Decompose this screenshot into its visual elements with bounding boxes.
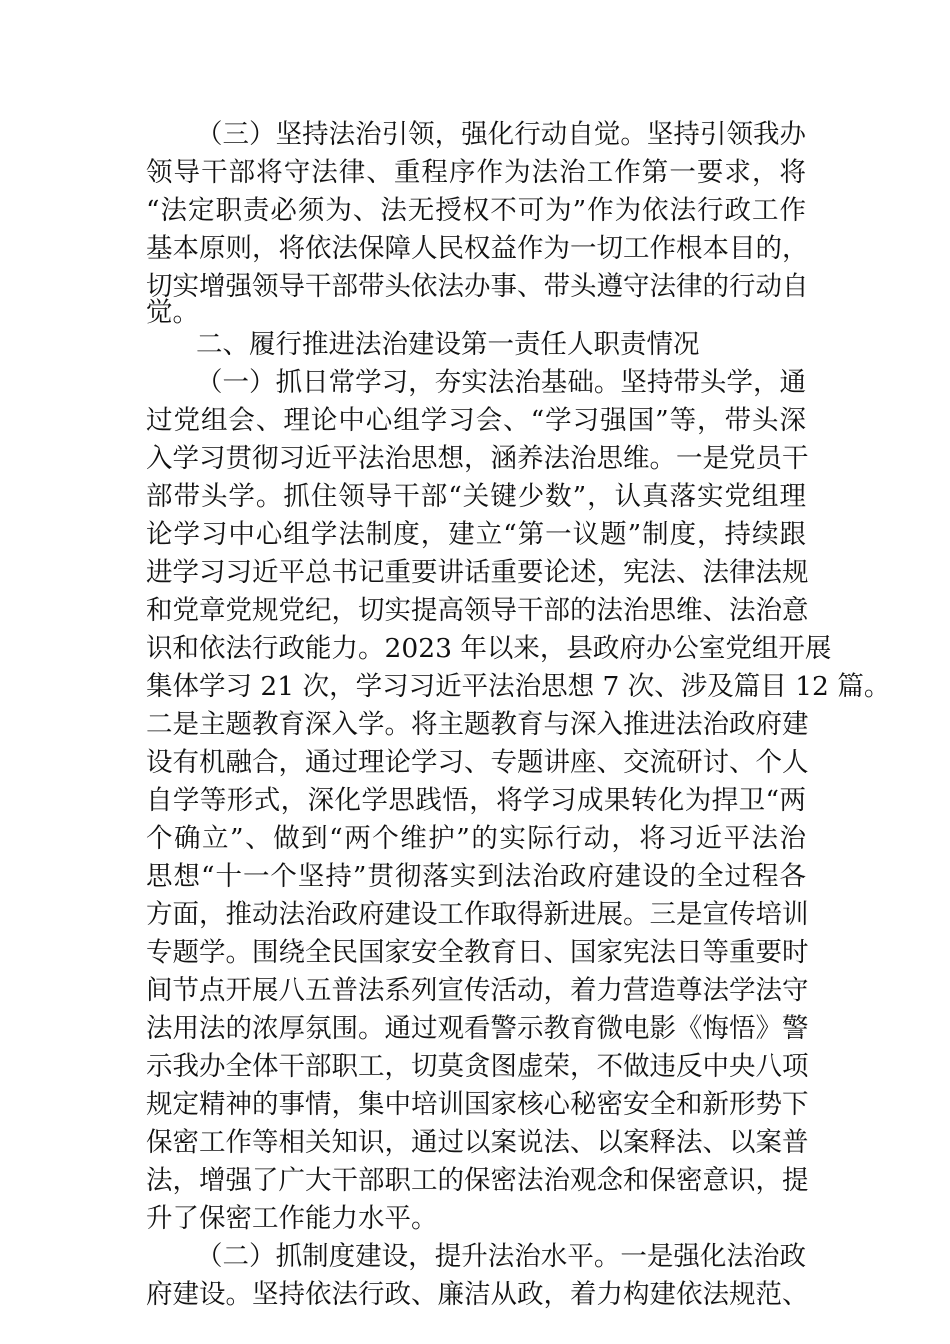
text-line: “法定职责必须为、法无授权不可为”作为依法行政工作 (146, 195, 806, 226)
text-line: 集体学习 21 次，学习习近平法治思想 7 次、涉及篇目 12 篇。 (146, 671, 891, 702)
text-line: 升了保密工作能力水平。 (146, 1203, 438, 1234)
text-line: 自学等形式，深化学思践悟，将学习成果转化为捍卫“两 (146, 785, 806, 816)
text-line: 进学习习近平总书记重要讲话重要论述，宪法、法律法规 (146, 557, 809, 588)
section-heading: 二、履行推进法治建设第一责任人职责情况 (196, 329, 700, 360)
text-line: 二是主题教育深入学。将主题教育与深入推进法治政府建 (146, 709, 809, 740)
text-line: 识和依法行政能力。2023 年以来，县政府办公室党组开展 (146, 633, 832, 664)
text-line: 领导干部将守法律、重程序作为法治工作第一要求，将 (146, 157, 806, 188)
text-line: 保密工作等相关知识，通过以案说法、以案释法、以案普 (146, 1127, 809, 1158)
text-line: 过党组会、理论中心组学习会、“学习强国”等，带头深 (146, 405, 806, 436)
text-line: 切实增强领导干部带头依法办事、带头遵守法律的行动自 (146, 271, 809, 302)
text-line: 法用法的浓厚氛围。通过观看警示教育微电影《悔悟》警 (146, 1013, 809, 1044)
text-line: 方面，推动法治政府建设工作取得新进展。三是宣传培训 (146, 899, 809, 930)
text-line: （二）抓制度建设，提升法治水平。一是强化法治政 (196, 1241, 806, 1272)
text-line: （三）坚持法治引领，强化行动自觉。坚持引领我办 (196, 119, 806, 150)
text-line: 专题学。围绕全民国家安全教育日、国家宪法日等重要时 (146, 937, 809, 968)
text-line: 示我办全体干部职工，切莫贪图虚荣，不做违反中央八项 (146, 1051, 809, 1082)
text-line: 基本原则，将依法保障人民权益作为一切工作根本目的， (146, 233, 809, 264)
text-line: 部带头学。抓住领导干部“关键少数”，认真落实党组理 (146, 481, 806, 512)
text-line: 间节点开展八五普法系列宣传活动，着力营造尊法学法守 (146, 975, 809, 1006)
text-line: （一）抓日常学习，夯实法治基础。坚持带头学，通 (196, 367, 806, 398)
text-line: 设有机融合，通过理论学习、专题讲座、交流研讨、个人 (146, 747, 809, 778)
text-line: 法，增强了广大干部职工的保密法治观念和保密意识，提 (146, 1165, 809, 1196)
text-line: 规定精神的事情，集中培训国家核心秘密安全和新形势下 (146, 1089, 809, 1120)
text-line: 个确立”、做到“两个维护”的实际行动，将习近平法治 (146, 823, 806, 854)
text-line: 和党章党规党纪，切实提高领导干部的法治思维、法治意 (146, 595, 809, 626)
text-line: 思想“十一个坚持”贯彻落实到法治政府建设的全过程各 (146, 861, 806, 892)
text-line: 觉。 (146, 297, 199, 328)
text-line: 府建设。坚持依法行政、廉洁从政，着力构建依法规范、 (146, 1279, 809, 1310)
text-line: 论学习中心组学法制度，建立“第一议题”制度，持续跟 (146, 519, 806, 550)
text-line: 入学习贯彻习近平法治思想，涵养法治思维。一是党员干 (146, 443, 809, 474)
